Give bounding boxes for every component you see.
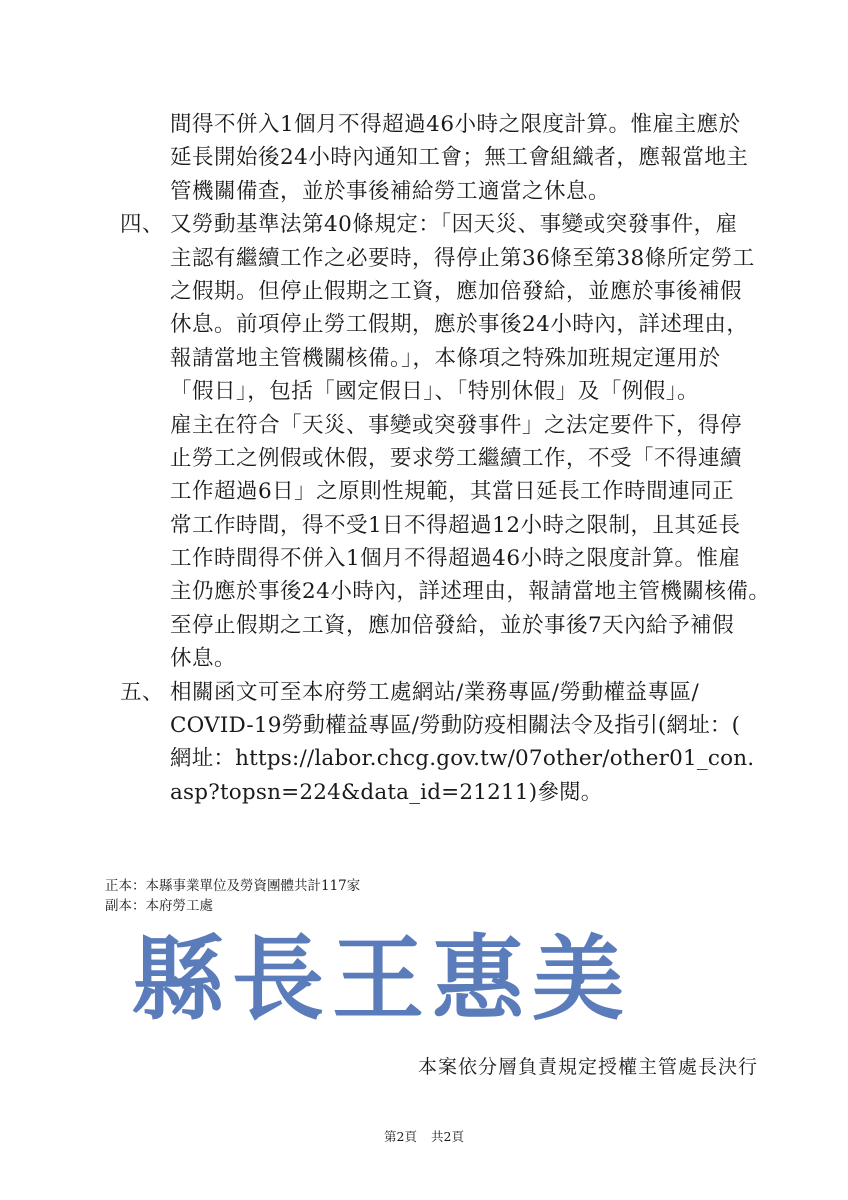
item-number: 五、: [120, 679, 165, 705]
distribution-list: [105, 876, 360, 916]
seal-char: 惠: [432, 925, 525, 1033]
body-line: 延長開始後24小時內通知工會；無工會組織者，應報當地主: [170, 145, 749, 171]
body-line: 雇主在符合「天災、事變或突發事件」之法定要件下，得停: [170, 412, 743, 438]
body-line: 休息。: [170, 646, 237, 672]
item-text: 相關函文可至本府勞工處網站/業務專區/勞動權益專區/: [170, 679, 700, 705]
original-recipients: 正本：本縣事業單位及勞資團體共計117家: [105, 878, 361, 894]
body-line: 「假日」，包括「國定假日」、「特別休假」及「例假」。: [170, 379, 700, 405]
body-line: 主認有繼續工作之必要時，得停止第36條至第38條所定勞工: [170, 245, 755, 271]
seal-char: 長: [232, 925, 325, 1033]
body-line: 管機關備查，並於事後補給勞工適當之休息。: [170, 178, 611, 204]
copy-recipients: 副本：本府勞工處: [105, 898, 213, 914]
item-number: 四、: [120, 212, 165, 238]
url-line: asp?topsn=224&data_id=21211)參閱。: [170, 779, 603, 805]
body-line: 工作超過6日」之原則性規範，其當日延長工作時間連同正: [170, 479, 735, 505]
body-line: 間得不併入1個月不得超過46小時之限度計算。惟雇主應於: [170, 112, 741, 137]
body-line: 常工作時間，得不受1日不得超過12小時之限制，且其延長: [170, 512, 741, 538]
seal-char: 王: [332, 925, 425, 1033]
seal-char: 縣: [132, 925, 225, 1033]
body-line: 休息。前項停止勞工假期，應於事後24小時內，詳述理由，: [170, 312, 749, 338]
delegation-note: 本案依分層負責規定授權主管處長決行: [417, 1056, 758, 1078]
item-text: 又勞動基準法第40條規定：「因天災、事變或突發事件，雇: [170, 212, 738, 238]
body-line: 之假期。但停止假期之工資，應加倍發給，並應於事後補假: [170, 278, 743, 304]
page-number: [0, 1127, 848, 1145]
url-line: 網址：https://labor.chcg.gov.tw/07other/other01_con.: [170, 746, 755, 772]
magistrate-seal-stamp: [130, 915, 630, 1035]
body-line: 至停止假期之工資，應加倍發給，並於事後7天內給予補假: [170, 612, 735, 638]
body-line: 主仍應於事後24小時內，詳述理由，報請當地主管機關核備。: [170, 579, 771, 605]
item-five-first-line: [120, 676, 770, 709]
item-four-first-line: [120, 208, 770, 241]
total-pages: 共2頁: [431, 1129, 464, 1144]
body-line: 報請當地主管機關核備。」，本條項之特殊加班規定運用於: [170, 345, 721, 371]
body-line: 工作時間得不併入1個月不得超過46小時之限度計算。惟雇: [170, 546, 741, 572]
document-body: [120, 108, 770, 809]
body-line: 止勞工之例假或休假，要求勞工繼續工作，不受「不得連續: [170, 445, 743, 471]
current-page: 第2頁: [384, 1129, 417, 1144]
body-line: COVID-19勞動權益專區/勞動防疫相關法令及指引(網址：(: [170, 713, 741, 739]
seal-graphic: [130, 915, 630, 1035]
seal-char: 美: [532, 925, 625, 1033]
